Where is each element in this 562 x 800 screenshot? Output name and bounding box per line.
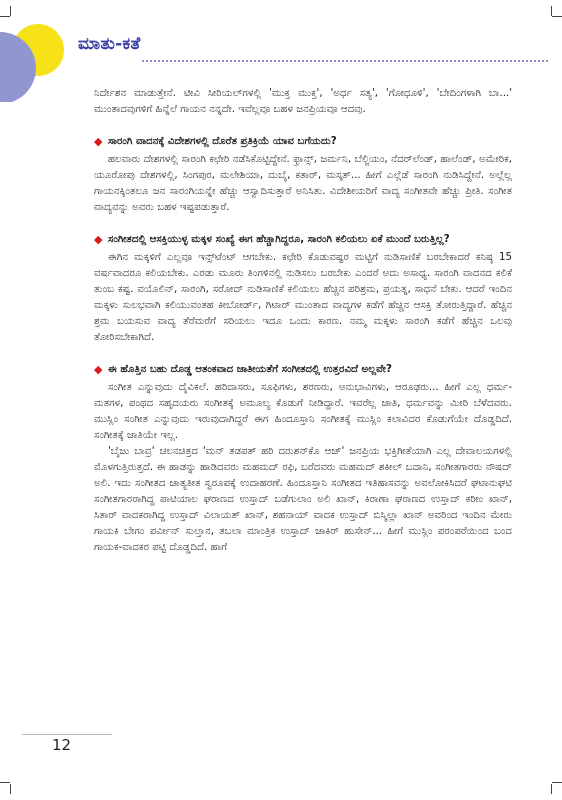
- intro-paragraph: ನಿರ್ದೇಶನ ಮಾಡುತ್ತೇನೆ. ಟೀವಿ ಸೀರಿಯಲ್‌ಗಳಲ್ಲಿ 'ಮುಕ್ತ ಮುಕ್ತ', 'ಅರ್ಧ ಸತ್ಯ', 'ಗೋಧೂಳಿ', 'ಬೇದಿಂಗಳಾಗಿ ಬಾ...' ಮುಂತಾದವುಗಳಿಗೆ ಹಿನ್ನೆಲೆ ಗಾಯನ ನನ್ನದೇ. ಇವೆಲ್ಲವೂ ಬಹಳ ಜನಪ್ರಿಯವೂ ಆದವು.: [94, 88, 512, 115]
- diamond-bullet-icon: ◆: [94, 233, 103, 246]
- question-1: [94, 134, 512, 150]
- diamond-bullet-icon: ◆: [94, 135, 103, 148]
- answer-paragraph: ಸಂಗೀತ ಎನ್ನುವುದು ದೈವಿಕಲೆ. ಹರಿದಾಸರು, ಸೂಫಿಗಳು, ಶರಣರು, ಅನುಭಾವಿಗಳು, ಆರೂಢರು... ಹೀಗೆ ಎಲ್ಲ ಧರ್ಮ-ಮತಗಳ, ಪಂಥದ ಸಹೃದಯರು ಸಂಗೀತಕ್ಕೆ ಅಮೂಲ್ಯ ಕೊಡುಗೆ ನೀಡಿದ್ದಾರೆ. ಇವರೆಲ್ಲ ಜಾತಿ, ಧರ್ಮವನ್ನು ಮೀರಿ ಬೆಳೆದವರು. ಮುಸ್ಲಿಂ ಸಂಗೀತ ಎನ್ನುವುದು ಇರುವುದಾಗಿದ್ದರೆ ಈಗ ಹಿಂದೂಸ್ತಾನಿ ಸಂಗೀತಕ್ಕೆ ಮುಸ್ಲಿಂ ಕಲಾವಿದರ ಕೊಡುಗೆಯೇ ದೊಡ್ಡದಿದೆ. ಸಂಗೀತಕ್ಕೆ ಜಾತಿಯೇ ಇಲ್ಲ.: [94, 382, 512, 441]
- crop-mark: [10, 784, 11, 794]
- answer-paragraph: 'ಬೈಜು ಬಾವ್ರ' ಚಲನಚಿತ್ರದ 'ಮನ್ ತಡಪತ್ ಹರಿ ದರುಶನ್‌ಕೊ ಆಜ್' ಜನಪ್ರಿಯ ಭಕ್ತಿಗೀತೆಯಾಗಿ ಎಲ್ಲ ದೇವಾಲಯಗಳಲ್ಲಿ ಮೊಳಗುತ್ತಿರುತ್ತದೆ. ಈ ಹಾಡನ್ನು ಹಾಡಿದವರು ಮಹಮದ್ ರಫಿ, ಬರೆದವರು ಮಹಮದ್ ಶಕೀಲ್ ಬದಾನಿ, ಸಂಗೀತಗಾರರು ನೌಷದ್ ಅಲಿ. ಇದು ಸಂಗೀತದ ಜಾತ್ಯತೀತ ಸ್ವರೂಪಕ್ಕೆ ಉದಾಹರಣೆ. ಹಿಂದೂಸ್ತಾನಿ ಸಂಗೀತದ ಇತಿಹಾಸವನ್ನು ಅವಲೋಕಿಸಿದರೆ ಘಟಾನುಘಟಿ ಸಂಗೀತಗಾರರಾಗಿದ್ದ ಪಾಟಿಯಾಲ ಘರಾಣದ ಉಸ್ತಾದ್ ಬಡೆಗುಲಾಂ ಅಲಿ ಖಾನ್, ಕಿರಾಣಾ ಘರಾಣದ ಉಸ್ತಾದ್ ಕರೀಂ ಖಾನ್, ಸಿತಾರ್ ವಾದಕರಾಗಿದ್ದ ಉಸ್ತಾದ್ ವಿಲಾಯತ್ ಖಾನ್, ಶಹನಾಯ್ ವಾದಕ ಉಸ್ತಾದ್ ಬಿಸ್ಮಿಲ್ಲಾ ಖಾನ್ ಅವರಿಂದ ಇಂದಿನ ಮೇರು ಗಾಯಕಿ ಬೇಗಂ ಪರ್ವೀನ್ ಸುಲ್ತಾನ, ತಬಲಾ ಮಾಂತ್ರಿಕ ಉಸ್ತಾದ್ ಜಾಕಿರ್ ಹುಸೇನ್... ಹೀಗೆ ಮುಸ್ಲಿಂ ಪರಂಪರೆಯಿಂದ ಬಂದ ಗಾಯಕ-ವಾದಕರ ಪಟ್ಟಿ ದೊಡ್ಡದಿದೆ. ಹಾಗೆ: [94, 446, 512, 553]
- crop-mark: [551, 6, 552, 16]
- crop-mark: [0, 16, 10, 17]
- decorative-circles: [0, 22, 70, 102]
- answer-paragraph: ಈಗಿನ ಮಕ್ಕಳಿಗೆ ಎಲ್ಲವೂ ಇನ್ಸ್‌ಟೆಂಟ್ ಆಗಬೇಕು. ಕಛೇರಿ ಕೊಡುವಷ್ಟರ ಮಟ್ಟಿಗೆ ನುಡಿಸಾಣಿಕೆ ಬರಬೇಕಾದರೆ ಕನಿಷ್ಠ 15 ವರ್ಷವಾದರೂ ಕಲಿಯಬೇಕು. ಎರಡು ಮೂರು ತಿಂಗಳಿನಲ್ಲಿ ನುಡಿಸಲು ಬರಬೇಕು ಎಂದರೆ ಅದು ಅಸಾಧ್ಯ. ಸಾರಂಗಿ ವಾದನದ ಕಲಿಕೆ ತುಂಬ ಕಷ್ಟ. ವಯೊಲಿನ್, ಸಾರಂಗಿ, ಸರೋದ್ ನುಡಿಸಾಣಿಕೆ ಕಲಿಯಲು ಹೆಚ್ಚಿನ ಪರಿಶ್ರಮ, ಪ್ರಯತ್ನ, ಸಾಧನೆ ಬೇಕು. ಆದರೆ ಇಂದಿನ ಮಕ್ಕಳು ಸುಲಭವಾಗಿ ಕಲಿಯುವಂತಹ ಕೀಬೋರ್ಡ್, ಗಿಟಾರ್ ಮುಂತಾದ ವಾದ್ಯಗಳ ಕಡೆಗೆ ಹೆಚ್ಚಿನ ಆಸಕ್ತಿ ತೋರುತ್ತಿದ್ದಾರೆ. ಹೆಚ್ಚಿನ ಶ್ರಮ ಬಯಸುವ ವಾದ್ಯ ತೆರೆಮರೆಗೆ ಸರಿಯಲು ಇದೂ ಒಂದು ಕಾರಣ. ನಮ್ಮ ಮಕ್ಕಳು ಸಾರಂಗಿ ಕಡೆಗೆ ಹೆಚ್ಚಿನ ಒಲವು ತೋರಿಸಬೇಕಾಗಿದೆ.: [94, 252, 512, 343]
- question-text: ಈ ಹೊತ್ತಿನ ಬಹು ದೊಡ್ಡ ಆತಂಕವಾದ ಜಾತೀಯತೆಗೆ ಸಂಗೀತದಲ್ಲಿ ಉತ್ತರವಿದೆ ಅಲ್ಲವೇ?: [108, 364, 392, 375]
- question-3: [94, 362, 512, 378]
- question-text: ಸಂಗೀತದಲ್ಲಿ ಆಸಕ್ತಿಯುಳ್ಳ ಮಕ್ಕಳ ಸಂಖ್ಯೆ ಈಗ ಹೆಚ್ಚಾಗಿದ್ದರೂ, ಸಾರಂಗಿ ಕಲಿಯಲು ಏಕೆ ಮುಂದೆ ಬರುತ್ತಿಲ್ಲ?: [108, 234, 450, 245]
- answer-paragraph: ಹಲವಾರು ದೇಶಗಳಲ್ಲಿ ಸಾರಂಗಿ ಕಛೇರಿ ನಡೆಸಿಕೊಟ್ಟಿದ್ದೇನೆ. ಫ್ರಾನ್ಸ್, ಜರ್ಮನಿ, ಬೆಲ್ಜಿಯಂ, ನೆದರ್‌ಲೆಂಡ್, ಹಾಲೆಂಡ್, ಅಮೇರಿಕ, ಯೂರೋಪು ದೇಶಗಳಲ್ಲಿ, ಸಿಂಗಪುರ, ಮಲೇಶಿಯಾ, ದುಬೈ, ಕತಾರ್, ಮಸ್ಕತ್... ಹೀಗೆ ಎಲ್ಲೆಡೆ ಸಾರಂಗಿ ನುಡಿಸಿದ್ದೇನೆ. ಅಲ್ಲೆಲ್ಲ ಗಾಯನಕ್ಕಿಂತಲೂ ಜನ ಸಾರಂಗಿಯನ್ನೇ ಹೆಚ್ಚು ಆಸ್ವಾದಿಸುತ್ತಾರೆ ಅನಿಸಿತು. ವಿದೇಶೀಯರಿಗೆ ವಾದ್ಯ ಸಂಗೀತವೇ ಹೆಚ್ಚು ಪ್ರೀತಿ. ಸಂಗೀತ ವಾದ್ಯವನ್ನು ಅವರು ಬಹಳ ಇಷ್ಟಪಡುತ್ತಾರೆ.: [94, 154, 512, 213]
- crop-mark: [10, 6, 11, 16]
- section-title: ಮಾತು-ಕತೆ: [78, 34, 141, 54]
- page-number: 12: [52, 736, 72, 754]
- crop-mark: [0, 782, 10, 783]
- footer-rule: [22, 734, 112, 735]
- crop-mark: [551, 784, 552, 794]
- dotted-rule: [142, 60, 548, 62]
- crop-mark: [552, 16, 562, 17]
- question-text: ಸಾರಂಗಿ ವಾದನಕ್ಕೆ ವಿದೇಶಗಳಲ್ಲಿ ದೊರೆತ ಪ್ರತಿಕ್ರಿಯೆ ಯಾವ ಬಗೆಯದು?: [108, 136, 337, 147]
- question-2: [94, 232, 512, 248]
- diamond-bullet-icon: ◆: [94, 363, 103, 376]
- crop-mark: [552, 782, 562, 783]
- article-body: [94, 86, 512, 556]
